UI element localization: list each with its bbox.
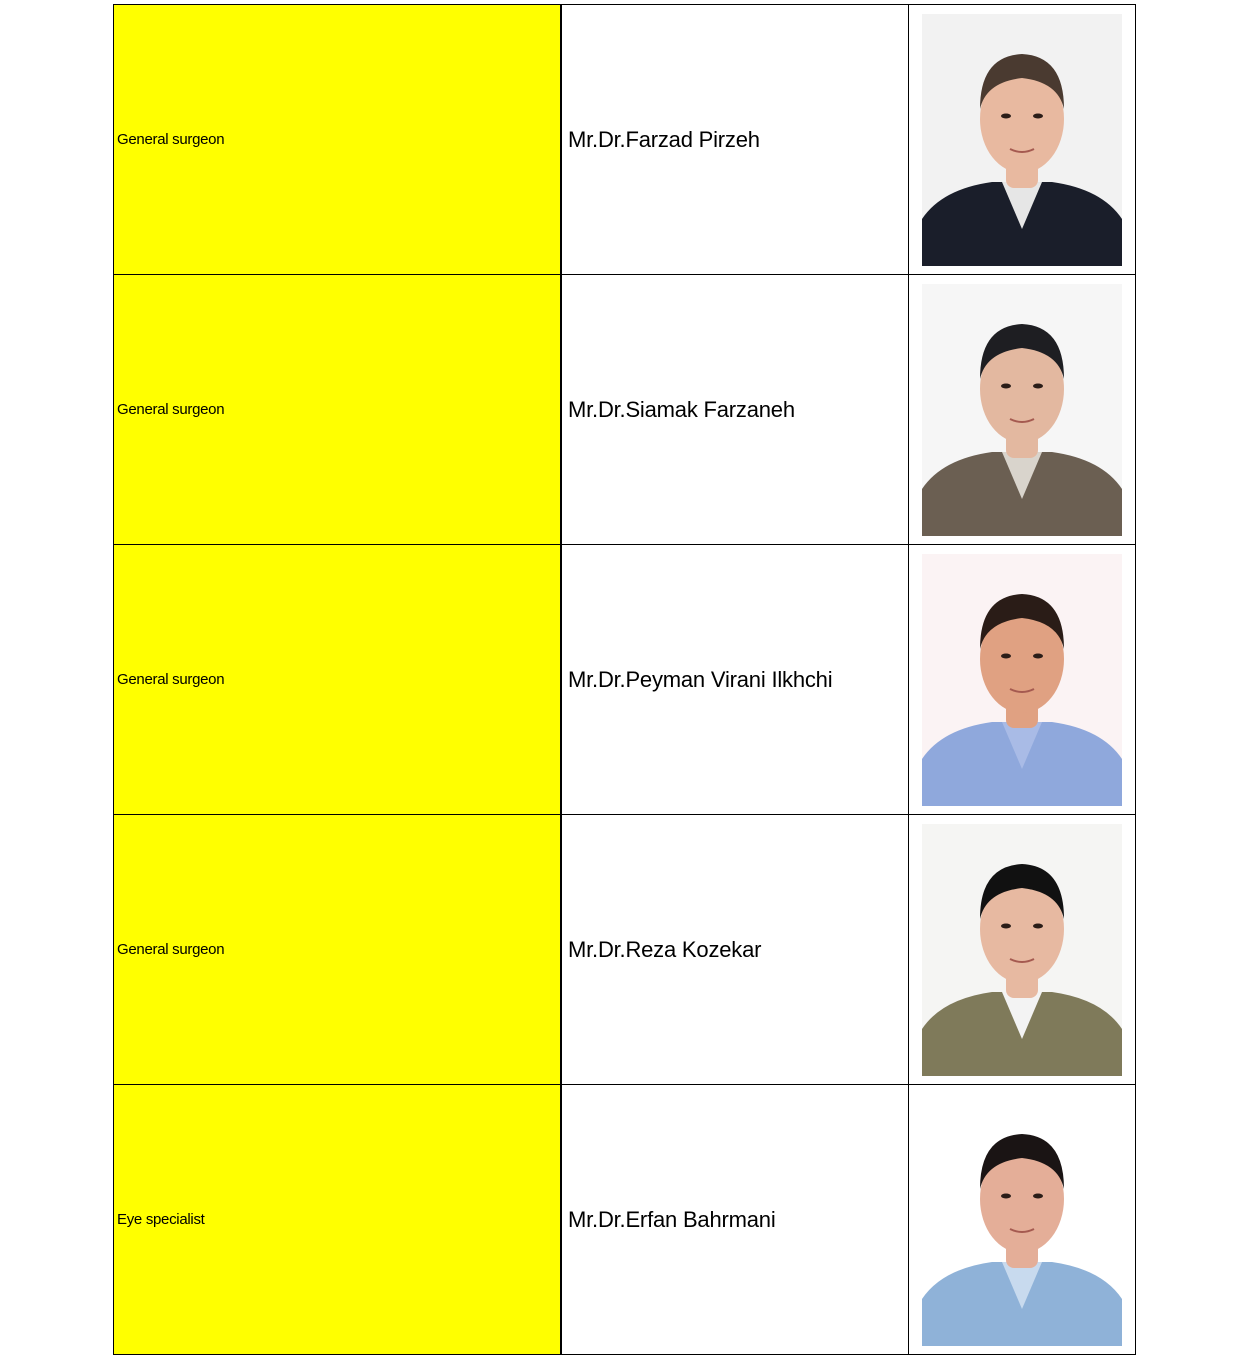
doctor-row-4 <box>114 815 1136 1085</box>
specialty-label: General surgeon <box>117 131 225 148</box>
doctor-name: Mr.Dr.Siamak Farzaneh <box>568 396 795 422</box>
doctor-name: Mr.Dr.Peyman Virani Ilkhchi <box>568 666 833 692</box>
name-cell <box>562 5 909 274</box>
doctor-portrait <box>922 14 1122 266</box>
doctor-row-1 <box>114 5 1136 275</box>
photo-cell <box>909 1085 1136 1354</box>
doctor-portrait <box>922 1094 1122 1346</box>
specialty-cell <box>114 5 562 274</box>
name-cell <box>562 275 909 544</box>
doctor-row-5 <box>114 1085 1136 1355</box>
specialty-cell <box>114 1085 562 1354</box>
specialty-cell <box>114 815 562 1084</box>
doctor-name: Mr.Dr.Farzad Pirzeh <box>568 126 760 152</box>
specialty-label: Eye specialist <box>117 1211 205 1228</box>
name-cell <box>562 545 909 814</box>
doctor-name: Mr.Dr.Reza Kozekar <box>568 936 762 962</box>
specialty-cell <box>114 545 562 814</box>
photo-cell <box>909 545 1136 814</box>
name-cell <box>562 1085 909 1354</box>
specialty-cell <box>114 275 562 544</box>
photo-cell <box>909 5 1136 274</box>
specialty-label: General surgeon <box>117 941 225 958</box>
name-cell <box>562 815 909 1084</box>
doctor-portrait <box>922 824 1122 1076</box>
doctor-portrait <box>922 554 1122 806</box>
doctor-row-3 <box>114 545 1136 815</box>
photo-cell <box>909 275 1136 544</box>
doctor-name: Mr.Dr.Erfan Bahrmani <box>568 1206 776 1232</box>
specialty-label: General surgeon <box>117 401 225 418</box>
photo-cell <box>909 815 1136 1084</box>
doctor-portrait <box>922 284 1122 536</box>
specialty-label: General surgeon <box>117 671 225 688</box>
doctor-row-2 <box>114 275 1136 545</box>
doctors-table <box>113 4 1136 1355</box>
